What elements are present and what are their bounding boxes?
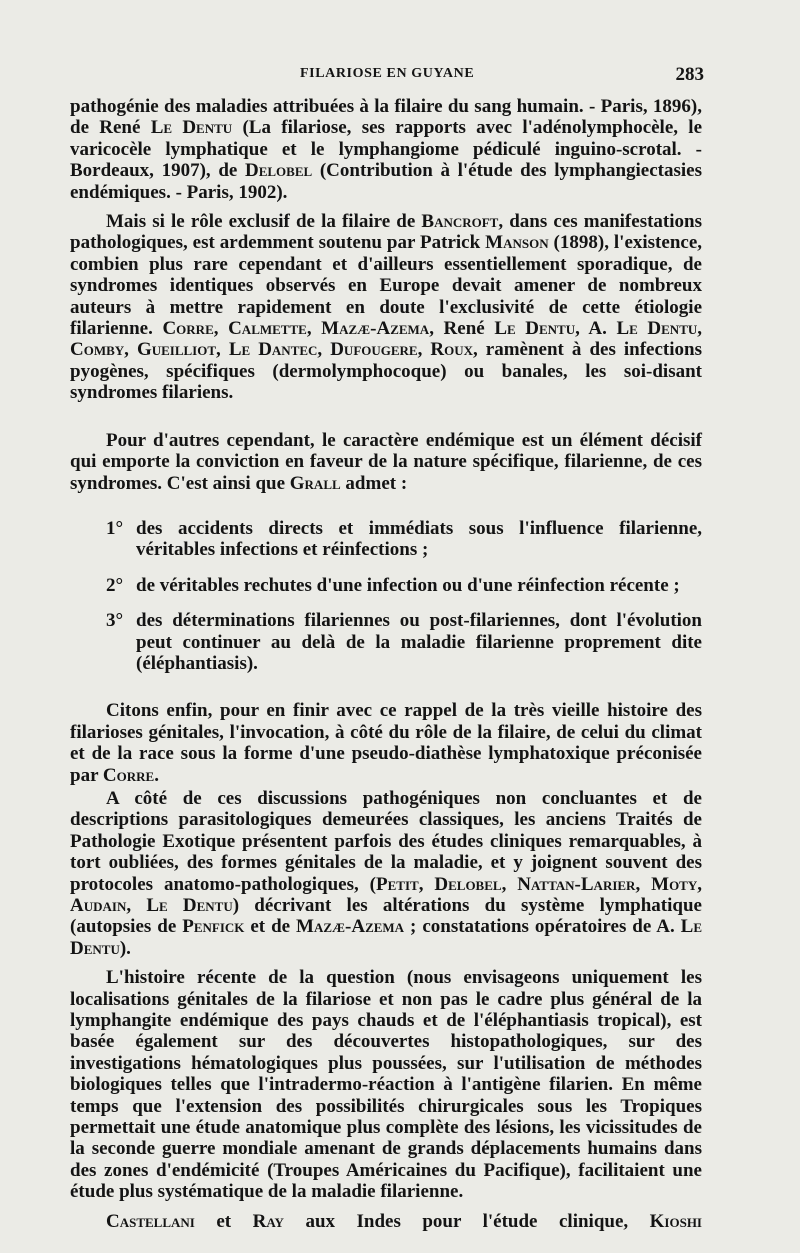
paragraph-4: Citons enfin, pour en finir avec ce rappel de la très vieille histoire des filarioses génitales, l'invocation, à côté du rôle de la filaire, de celui du climat et de la race sous la forme d'une pseudo-diathèse lymphatoxique préconisée par Corre. [70, 700, 702, 786]
page-number: 283 [675, 64, 704, 85]
numbered-list [70, 518, 702, 674]
paragraph-1: pathogénie des maladies attribuées à la filaire du sang humain. - Paris, 1896), de René Le Dentu (La filariose, ses rapports avec l'adénolymphocèle, le varicocèle lymphatique et le lymphangiome pédiculé inguino-scrotal. - Bordeaux, 1907), de Delobel (Contribution à l'étude des lymphangiectasies endémiques. - Paris, 1902). [70, 96, 703, 203]
running-title: FILARIOSE EN GUYANE [300, 66, 475, 81]
paragraph-5: A côté de ces discussions pathogéniques non concluantes et de descriptions parasitologiques demeurées classiques, les anciens Traités de Pathologie Exotique présentent parfois des études cliniques remarquables, à tort oubliées, des formes génitales de la maladie, et y joignent souvent des protocoles anatomo-pathologiques, (Petit, Delobel, Nattan-Larier, Moty, Audain, Le Dentu) décrivant les altérations du système lymphatique (autopsies de Penfick et de Mazæ-Azema ; constatations opératoires de A. Le Dentu). [70, 787, 702, 959]
body-text [70, 96, 702, 1232]
paragraph-7: Castellani et Ray aux Indes pour l'étude clinique, Kioshi [106, 1210, 702, 1232]
list-item: 2° de véritables rechutes d'une infection ou d'une réinfection récente ; [106, 574, 680, 596]
paragraph-2: Mais si le rôle exclusif de la filaire de Bancroft, dans ces manifestations pathologiques, est ardemment soutenu par Patrick Manson (1898), l'existence, combien plus rare cependant et d'ailleurs essentiellement sporadique, de syndromes identiques observés en Europe devait amener de nombreux auteurs à mettre rapidement en doute l'exclusivité de cette étiologie filarienne. Corre, Calmette, Mazæ-Azema, René Le Dentu, A. Le Dentu, Comby, Gueilliot, Le Dantec, Dufougere, Roux, ramènent à des infections pyogènes, spécifiques (dermolymphocoque) ou banales, les soi-disant syndromes filariens. [70, 211, 702, 404]
list-item: 3° des déterminations filariennes ou post-filariennes, dont l'évolution peut continuer au delà de la maladie filarienne proprement dite (éléphantiasis). [106, 610, 702, 674]
paragraph-6: L'histoire récente de la question (nous envisageons uniquement les localisations génitales de la filariose et non pas le cadre plus général de la lymphangite endémique des pays chauds et de l'éléphantiasis tropical), est basée également sur des découvertes histopathologiques, sur des investigations hématologiques plus poussées, sur l'utilisation de méthodes biologiques telles que l'intradermo-réaction à l'antigène filarien. En même temps que l'extension des possibilités chirurgicales sous les Tropiques permettait une étude anatomique plus complète des lésions, les vicissitudes de la seconde guerre mondiale amenant de grands déplacements humains dans des zones d'endémicité (Troupes Américaines du Pacifique), facilitaient une étude plus systématique de la maladie filarienne. [70, 967, 702, 1203]
list-item: 1° des accidents directs et immédiats sous l'influence filarienne, véritables infections et réinfections ; [106, 517, 702, 561]
page-header [0, 64, 800, 88]
paragraph-3: Pour d'autres cependant, le caractère endémique est un élément décisif qui emporte la conviction en faveur de la nature spécifique, filarienne, de ces syndromes. C'est ainsi que Grall admet : [70, 429, 702, 494]
